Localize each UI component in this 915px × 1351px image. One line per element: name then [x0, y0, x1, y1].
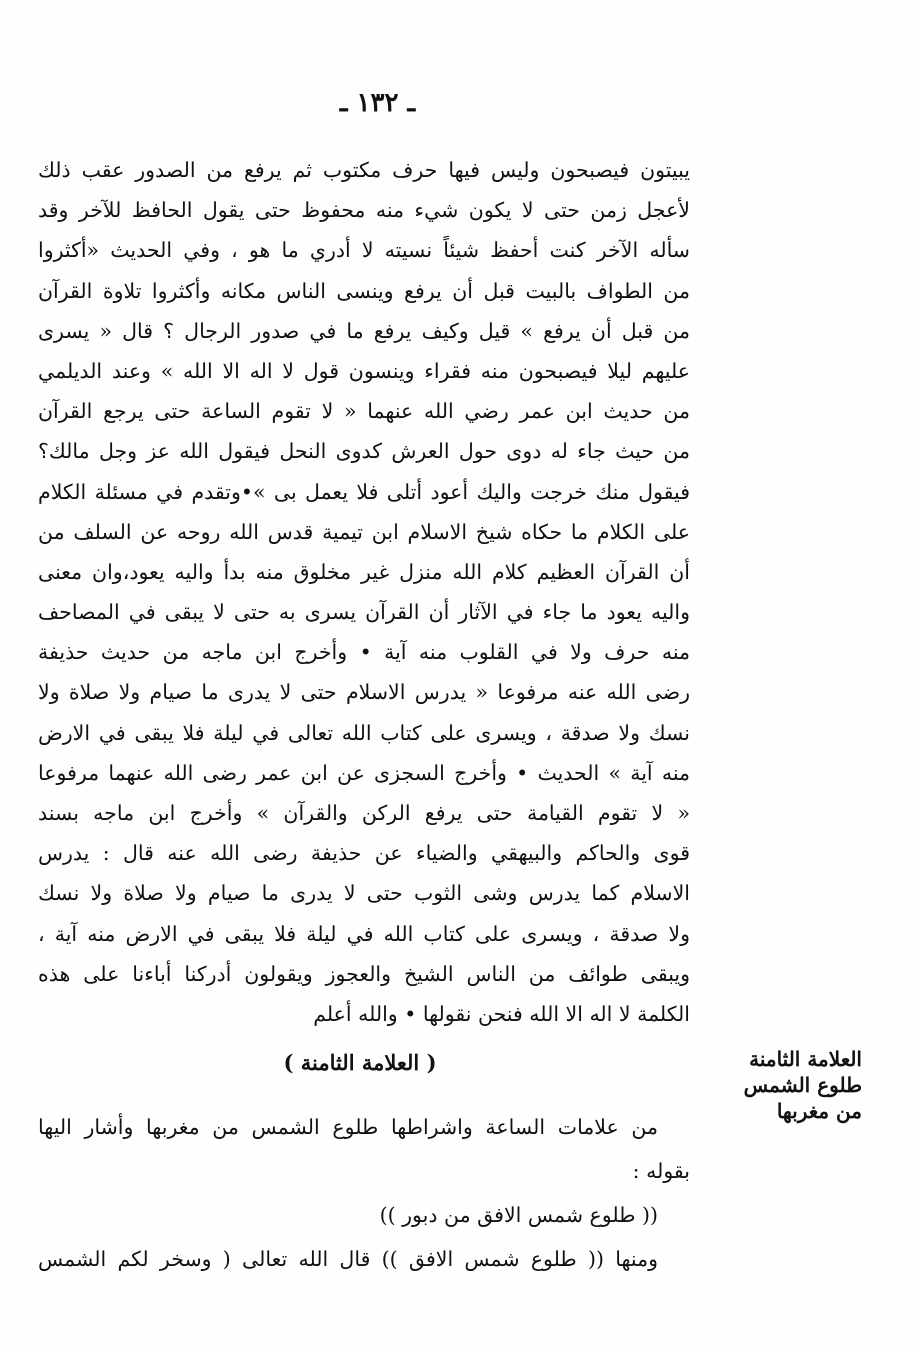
text-line: نسك ولا صدقة ، ويسرى على كتاب الله تعالى في ليلة فلا يبقى في الارض: [38, 720, 690, 745]
text-line: من علامات الساعة واشراطها طلوع الشمس من مغربها وأشار اليها: [38, 1115, 658, 1139]
text-line: « لا تقوم القيامة حتى يرفع الركن والقرآن » وأخرج ابن ماجه بسند: [38, 801, 690, 825]
text-line: الاسلام كما يدرس وشى الثوب حتى لا يدرى ما صيام ولا صلاة ولا نسك: [38, 881, 690, 906]
text-line: منه حرف ولا في القلوب منه آية • وأخرج ابن ماجه من حديث حذيفة: [38, 640, 690, 665]
margin-note-line: من مغربها: [776, 1099, 862, 1123]
margin-note: [712, 1046, 862, 1124]
text-line: ومنها (( طلوع شمس الافق )) قال الله تعالى ( وسخر لكم الشمس: [38, 1247, 658, 1271]
text-line: على الكلام ما حكاه شيخ الاسلام ابن تيمية قدس الله روحه عن السلف من: [38, 519, 690, 544]
text-line: الكلمة لا اله الا الله فنحن نقولها • والله أعلم: [313, 1001, 690, 1026]
margin-note-line: طلوع الشمس: [743, 1073, 862, 1097]
text-line: واليه يعود ما جاء في الآثار أن القرآن يسرى به حتى لا يبقى في المصاحف: [38, 600, 690, 625]
text-line: منه آية » الحديث • وأخرج السجزى عن ابن عمر رضى الله عنهما مرفوعا: [38, 760, 690, 785]
text-line: سأله الآخر كنت أحفظ شيئاً نسيته لا أدري ما هو ، وفي الحديث «أكثروا: [38, 238, 690, 263]
main-text-block: [38, 150, 690, 1034]
section-heading: ( العلامة الثامنة ): [283, 1050, 437, 1075]
text-line: رضى الله عنه مرفوعا « يدرس الاسلام حتى لا يدرى ما صيام ولا صلاة ولا: [38, 680, 690, 705]
text-line: ويبقى طوائف من الناس الشيخ والعجوز ويقولون أدركنا أباءنا على هذه: [38, 961, 690, 986]
text-line: قوى والحاكم والبيهقي والضياء عن حذيفة رضى الله عنه قال : يدرس: [38, 841, 690, 866]
text-line: أن القرآن العظيم كلام الله منزل غير مخلوق منه بدأ واليه يعود،وان معنى: [38, 559, 690, 584]
page-number: ـ ١٣٢ ـ: [339, 88, 416, 118]
text-line: من قبل أن يرفع » قيل وكيف يرفع ما في صدور الرجال ؟ قال « يسرى: [38, 318, 690, 343]
text-line: من الطواف بالبيت قبل أن يرفع وينسى الناس مكانه وأكثروا تلاوة القرآن: [38, 278, 690, 303]
section-text-block: [38, 1105, 690, 1281]
text-line: فيقول منك خرجت واليك أعود أتلى فلا يعمل بى »•وتقدم في مسئلة الكلام: [38, 479, 690, 504]
text-line: يبيتون فيصبحون وليس فيها حرف مكتوب ثم يرفع من الصدور عقب ذلك: [38, 158, 690, 182]
text-line: لأعجل زمن حتى لا يكون شيء منه محفوظ حتى يقول الحافظ للآخر وقد: [38, 198, 690, 223]
text-line: عليهم ليلا فيصبحون منه فقراء وينسون قول لا اله الا الله » وعند الديلمي: [38, 358, 690, 383]
text-line: من حديث ابن عمر رضي الله عنهما « لا تقوم الساعة حتى يرجع القرآن: [38, 399, 690, 424]
quote-line: (( طلوع شمس الافق من دبور )): [379, 1203, 658, 1227]
text-line: من حيث جاء له دوى حول العرش كدوى النحل فيقول الله عز وجل مالك؟: [38, 439, 690, 464]
text-line: بقوله :: [632, 1159, 690, 1183]
text-line: ولا صدقة ، ويسرى على كتاب الله في ليلة فلا يبقى في الارض منه آية ،: [38, 921, 690, 946]
margin-note-line: العلامة الثامنة: [749, 1047, 862, 1071]
